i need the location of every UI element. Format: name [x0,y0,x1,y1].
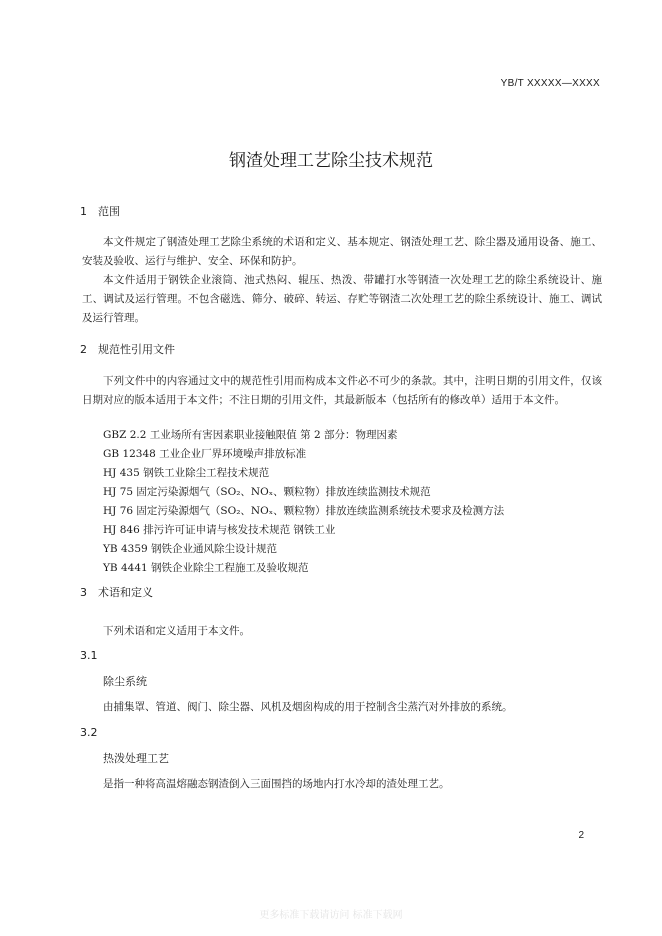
watermark-text: 更多标准下载请访问 标准下载网 [259,910,403,921]
reference-item: HJ 846 排污许可证申请与核发技术规范 钢铁工业 [103,524,336,536]
section-heading-normative-refs [80,341,175,357]
section-number: 1 [80,205,87,218]
term-definition: 由捕集罩、管道、阀门、除尘器、风机及烟囱构成的用于控制含尘蒸汽对外排放的系统。 [103,701,513,713]
page-number: 2 [578,830,584,841]
reference-item: HJ 435 钢铁工业除尘工程技术规范 [103,467,270,479]
reference-item: HJ 75 固定污染源烟气（SO₂、NOₓ、颗粒物）排放连续监测技术规范 [103,486,431,498]
section-heading-scope [80,203,120,219]
reference-item: GB 12348 工业企业厂界环境噪声排放标准 [103,448,307,460]
section-title: 术语和定义 [98,586,153,599]
section-title: 规范性引用文件 [98,343,175,356]
scope-paragraph: 本文件规定了钢渣处理工艺除尘系统的术语和定义、基本规定、钢渣处理工艺、除尘器及通用设备、施工、安装及验收、运行与维护、安全、环保和防护。 [82,236,602,267]
section-title: 范围 [98,205,120,218]
section-number: 3 [80,586,87,599]
term-definition: 是指一种将高温熔融态钢渣倒入三面围挡的场地内打水冷却的渣处理工艺。 [103,778,450,790]
normative-refs-intro [82,372,602,410]
reference-item: YB 4441 钢铁企业除尘工程施工及验收规范 [103,562,309,574]
reference-list [103,426,504,578]
term-name: 除尘系统 [103,675,147,688]
section-heading-terms [80,584,153,600]
reference-item: YB 4359 钢铁企业通风除尘设计规范 [103,543,278,555]
normative-refs-intro-text: 下列文件中的内容通过文中的规范性引用而构成本文件必不可少的条款。其中，注明日期的引用文件，仅该日期对应的版本适用于本文件；不注日期的引用文件，其最新版本（包括所有的修改单）适用于本文件。 [82,375,602,406]
term-name: 热泼处理工艺 [103,752,169,765]
scope-body [82,233,602,328]
clause-number: 3.2 [80,726,98,739]
reference-item: HJ 76 固定污染源烟气（SO₂、NOₓ、颗粒物）排放连续监测系统技术要求及检测方法 [103,505,505,517]
scope-paragraph: 本文件适用于钢铁企业滚筒、池式热闷、辊压、热泼、带罐打水等钢渣一次处理工艺的除尘系统设计、施工、调试及运行管理。不包含磁选、筛分、破碎、转运、存贮等钢渣二次处理工艺的除尘系统设计、施工、调试及运行管理。 [82,274,602,324]
standard-code: YB/T XXXXX—XXXX [500,78,600,89]
terms-intro: 下列术语和定义适用于本文件。 [103,625,250,637]
reference-item: GBZ 2.2 工业场所有害因素职业接触限值 第 2 部分：物理因素 [103,429,398,441]
clause-number: 3.1 [80,649,98,662]
document-title: 钢渣处理工艺除尘技术规范 [229,151,433,171]
section-number: 2 [80,343,87,356]
